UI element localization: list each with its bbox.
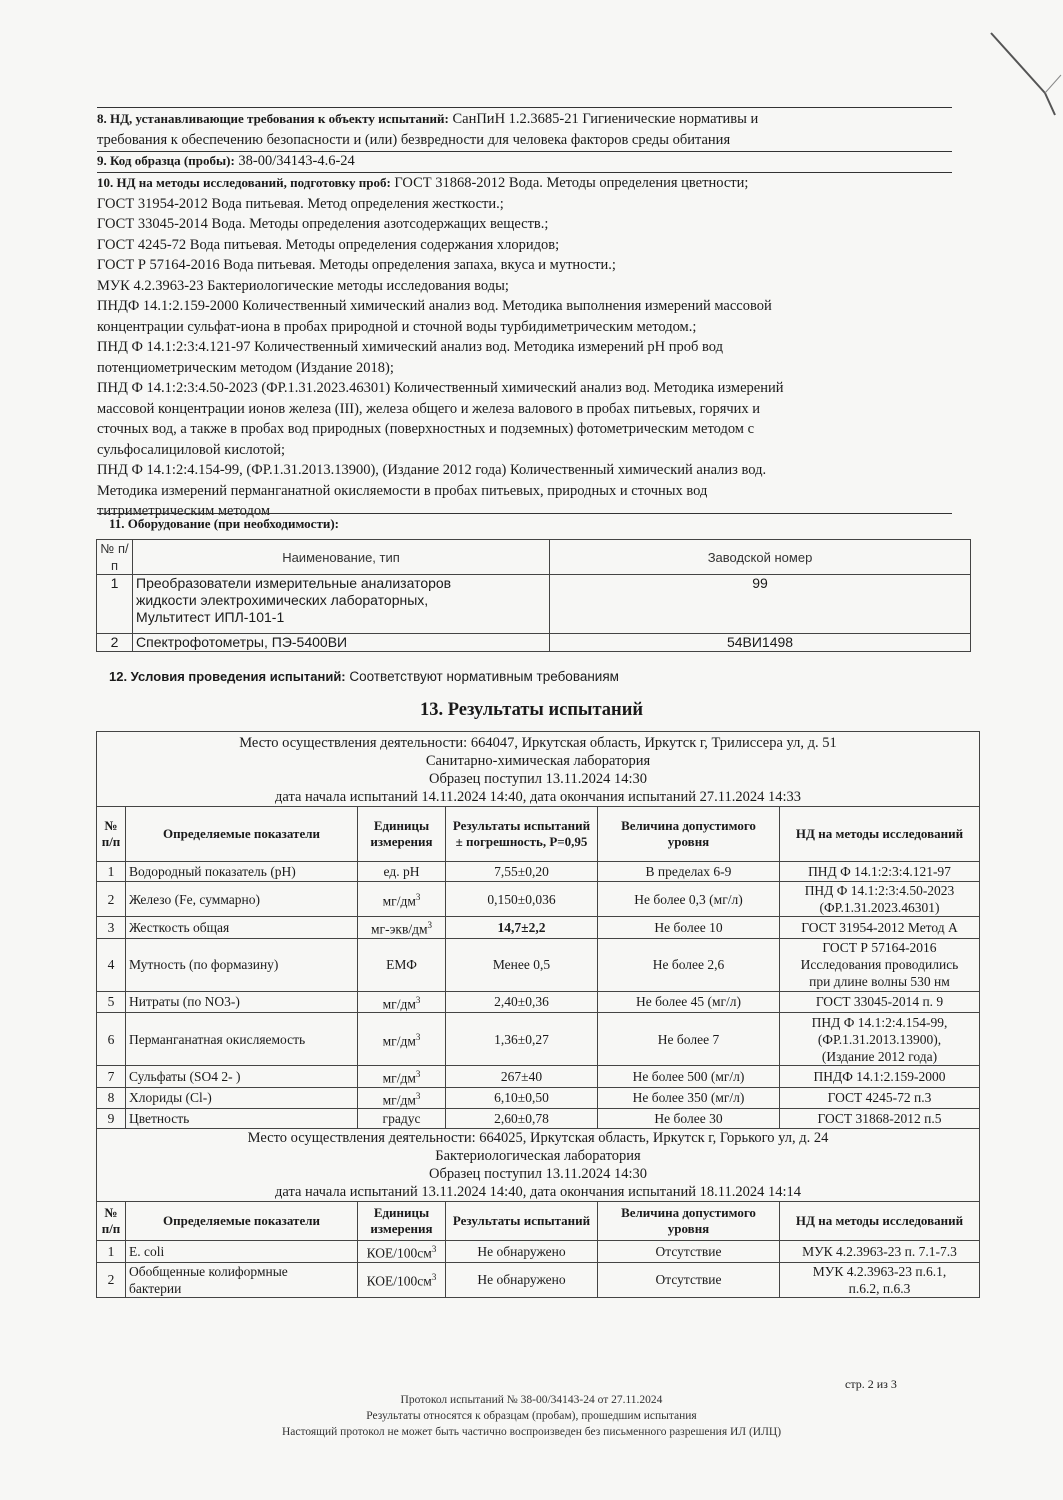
table-row xyxy=(97,882,980,917)
section-8-text-cont: требования к обеспечению безопасности и (или) безвредности для человека факторов среды обитания xyxy=(97,131,731,148)
unit-exponent: 3 xyxy=(415,891,421,902)
table-row xyxy=(97,575,971,634)
method-reference xyxy=(780,938,980,991)
unit xyxy=(358,917,446,939)
section-8-text: СанПиН 1.2.3685-21 Гигиенические нормативы и xyxy=(448,111,759,127)
section-8 xyxy=(97,109,952,150)
method-line: при длине волны 530 нм xyxy=(809,974,950,989)
indicator-name: Жесткость общая xyxy=(126,917,358,939)
unit-text: мг-экв/дм xyxy=(371,921,428,937)
lab-address: Место осуществления деятельности: 664047, Иркутская область, Иркутск г, Трилиссера ул, д. 51 xyxy=(239,735,837,751)
section-10-label: 10. НД на методы исследований, подготовку проб: xyxy=(97,175,391,190)
row-num: 2 xyxy=(97,1262,126,1297)
method-line: Исследования проводились xyxy=(800,957,959,972)
method-line: ПНД Ф 14.1:2:3:4.121-97 xyxy=(808,864,951,879)
section-12-text: Соответствуют нормативным требованиям xyxy=(345,669,619,684)
method-line: ПНД Ф 14.1:2:4.154-99, (ФР.1.31.2013.13900), (Издание 2012 года) Количественный химический анализ вод. xyxy=(97,462,767,478)
allowed-limit: Не более 0,3 (мг/л) xyxy=(598,882,780,917)
result-value: 0,150±0,036 xyxy=(446,882,598,917)
col-header-method: НД на методы исследований xyxy=(780,807,980,862)
equipment-serial: 99 xyxy=(550,575,971,634)
equipment-header-row xyxy=(97,540,971,575)
unit xyxy=(358,862,446,882)
indicator-name xyxy=(126,1262,358,1297)
unit xyxy=(358,991,446,1013)
sample-received: Образец поступил 13.11.2024 14:30 xyxy=(428,1166,648,1182)
allowed-limit: Не более 7 xyxy=(598,1013,780,1066)
result-value: 2,60±0,78 xyxy=(446,1109,598,1129)
method-reference xyxy=(780,862,980,882)
method-line: ГОСТ 4245-72 Вода питьевая. Методы определения содержания хлоридов; xyxy=(97,236,560,253)
sample-received: Образец поступил 13.11.2024 14:30 xyxy=(428,771,648,787)
result-value: Менее 0,5 xyxy=(446,938,598,991)
row-num: 8 xyxy=(97,1087,126,1109)
method-line: ГОСТ Р 57164-2016 xyxy=(822,940,937,955)
unit xyxy=(358,1066,446,1088)
method-reference xyxy=(780,1262,980,1297)
unit xyxy=(358,1262,446,1297)
lab-info-row xyxy=(97,732,980,807)
table-row xyxy=(97,1013,980,1066)
col-header-indicator: Определяемые показатели xyxy=(126,807,358,862)
method-line: Методика измерений перманганатной окисляемости в пробах питьевых, природных и сточных вод xyxy=(97,482,708,499)
unit-text: мг/дм xyxy=(382,1092,416,1107)
unit-exponent: 3 xyxy=(415,994,421,1005)
result-value: Не обнаружено xyxy=(446,1262,598,1297)
equipment-serial: 54ВИ1498 xyxy=(550,634,971,652)
col-header-indicator: Определяемые показатели xyxy=(126,1202,358,1241)
method-line: ПНДФ 14.1:2.159-2000 Количественный химический анализ вод. Методика выполнения измерений массовой xyxy=(97,298,772,314)
section-12 xyxy=(109,667,964,688)
unit-text: мг/дм xyxy=(382,1033,416,1049)
method-line: ПНД Ф 14.1:2:3:4.121-97 Количественный химический анализ вод. Методика измерений pH проб вод xyxy=(97,339,723,355)
section-8-label: 8. НД, устанавливающие требования к объекту испытаний: xyxy=(97,111,449,126)
method-line: ПНД Ф 14.1:2:3:4.50-2023 (ФР.1.31.2023.46301) Количественный химический анализ вод. Методика измерений xyxy=(97,380,784,396)
allowed-limit: Не более 350 (мг/л) xyxy=(598,1087,780,1109)
method-line: ПНДФ 14.1:2.159-2000 xyxy=(813,1068,946,1084)
equipment-name-line: Преобразователи измерительные анализаторов xyxy=(136,575,452,591)
unit-text: КОЕ/100см xyxy=(366,1273,432,1289)
unit xyxy=(358,1109,446,1129)
method-reference xyxy=(780,1087,980,1109)
method-line: ГОСТ 33045-2014 Вода. Методы определения азотсодержащих веществ.; xyxy=(97,216,549,232)
section-11 xyxy=(109,514,964,535)
footer-reproduction-note: Настоящий протокол не может быть частично воспроизведен без письменного разрешения ИЛ (ИЛЦ) xyxy=(281,1426,782,1438)
table-row xyxy=(97,1087,980,1109)
unit xyxy=(358,1013,446,1066)
method-line: ГОСТ 31954-2012 Метод А xyxy=(801,919,958,935)
method-line: ГОСТ 33045-2014 п. 9 xyxy=(815,994,944,1010)
col-header-unit: Единицы измерения xyxy=(358,807,446,862)
lab-info-row xyxy=(97,1129,980,1202)
col-header-result: Результаты испытаний ± погрешность, Р=0,95 xyxy=(446,807,598,862)
row-num: 1 xyxy=(97,1241,126,1263)
result-value: 14,7±2,2 xyxy=(446,917,598,939)
indicator-name: Водородный показатель (pH) xyxy=(126,862,358,882)
col-header-num: № п/п xyxy=(97,1202,126,1241)
method-line: массовой концентрации ионов железа (III), железа общего и железа валового в пробах питьевых, горячих и xyxy=(97,400,761,417)
results-title: 13. Результаты испытаний xyxy=(419,700,644,720)
method-reference xyxy=(780,991,980,1013)
table-row xyxy=(97,1262,980,1297)
unit-text: градус xyxy=(382,1111,421,1126)
lab-address: Место осуществления деятельности: 664025, Иркутская область, Иркутск г, Горького ул, д. 24 xyxy=(247,1130,829,1146)
section-10 xyxy=(97,173,952,522)
result-value: 267±40 xyxy=(446,1066,598,1088)
table-row xyxy=(97,634,971,652)
indicator-name: Цветность xyxy=(126,1109,358,1129)
unit-text: ЕМФ xyxy=(386,957,417,972)
method-line: титриметрическим методом xyxy=(97,503,271,519)
indicator-name: Мутность (по формазину) xyxy=(126,938,358,991)
method-line: потенциометрическим методом (Издание 2018); xyxy=(97,359,394,376)
results-header-row xyxy=(97,1202,980,1241)
method-line: ПНД Ф 14.1:2:4.154-99, xyxy=(811,1014,948,1030)
allowed-limit: Не более 10 xyxy=(598,917,780,939)
col-header-serial: Заводской номер xyxy=(550,540,971,575)
method-line: сульфосалициловой кислотой; xyxy=(97,441,285,458)
row-num: 2 xyxy=(97,882,126,917)
table-row xyxy=(97,917,980,939)
equipment-name xyxy=(133,575,550,634)
table-row xyxy=(97,862,980,882)
allowed-limit: Не более 2,6 xyxy=(598,938,780,991)
block1-rows xyxy=(97,862,980,1129)
equipment-name-line: Мультитест ИПЛ-101-1 xyxy=(136,609,285,625)
unit-exponent: 3 xyxy=(431,1244,437,1254)
col-header-name: Наименование, тип xyxy=(133,540,550,575)
col-header-num: № п/п xyxy=(97,807,126,862)
unit-text: КОЕ/100см xyxy=(366,1245,432,1261)
row-num: 2 xyxy=(97,634,133,652)
unit-exponent: 3 xyxy=(427,920,432,930)
allowed-limit: Отсутствие xyxy=(598,1241,780,1263)
footer-disclaimer: Результаты относятся к образцам (пробам), прошедшим испытания xyxy=(366,1410,697,1422)
row-num: 4 xyxy=(97,938,126,991)
method-line: (ФР.1.31.2013.13900), xyxy=(817,1031,942,1047)
method-line: сточных вод, а также в пробах вод природных (поверхностных и подземных) фотометрическим методом с xyxy=(97,421,755,437)
unit-text: мг/дм xyxy=(382,893,416,909)
method-reference xyxy=(780,917,980,939)
indicator-name: Хлориды (Cl-) xyxy=(126,1087,358,1109)
unit-exponent: 3 xyxy=(431,1272,437,1283)
method-line: концентрации сульфат-иона в пробах природной и сточной воды турбидиметрическим методом.; xyxy=(97,318,697,335)
section-10-first: ГОСТ 31868-2012 Вода. Методы определения цветности; xyxy=(390,175,749,191)
table-row xyxy=(97,938,980,991)
table-row xyxy=(97,1066,980,1088)
block2-rows xyxy=(97,1241,980,1298)
result-value: 2,40±0,36 xyxy=(446,991,598,1013)
unit-exponent: 3 xyxy=(415,1090,421,1101)
unit-exponent: 3 xyxy=(415,1069,421,1079)
col-header-num: № п/п xyxy=(97,540,133,575)
method-line: (Издание 2012 года) xyxy=(821,1048,938,1064)
table-row xyxy=(97,991,980,1013)
allowed-limit: В пределах 6-9 xyxy=(598,862,780,882)
col-header-method: НД на методы исследований xyxy=(780,1202,980,1241)
indicator-name-line: бактерии xyxy=(129,1280,182,1296)
method-reference xyxy=(780,882,980,917)
equipment-name: Спектрофотометры, ПЭ-5400ВИ xyxy=(133,634,550,652)
row-num: 7 xyxy=(97,1066,126,1088)
result-value: 1,36±0,27 xyxy=(446,1013,598,1066)
unit-text: мг/дм xyxy=(382,1070,416,1086)
equipment-table xyxy=(96,539,971,652)
unit-exponent: 3 xyxy=(415,1031,421,1042)
page-corner-fold xyxy=(983,25,1063,135)
row-num: 6 xyxy=(97,1013,126,1066)
lab-info xyxy=(97,1129,980,1202)
unit xyxy=(358,938,446,991)
row-num: 1 xyxy=(97,575,133,634)
unit xyxy=(358,1241,446,1263)
page-number: стр. 2 из 3 xyxy=(845,1377,897,1391)
results-header-row xyxy=(97,807,980,862)
allowed-limit: Отсутствие xyxy=(598,1262,780,1297)
table-row xyxy=(97,1109,980,1129)
result-value: Не обнаружено xyxy=(446,1241,598,1263)
indicator-name-line: E. coli xyxy=(129,1243,165,1259)
footer xyxy=(0,1392,1063,1440)
unit-text: мг/дм xyxy=(382,996,416,1011)
section-9-text: 38-00/34143-4.6-24 xyxy=(234,153,355,169)
method-reference xyxy=(780,1109,980,1129)
lab-name: Бактериологическая лаборатория xyxy=(435,1148,641,1164)
indicator-name-line: Обобщенные колиформные xyxy=(129,1263,288,1279)
indicator-name: Сульфаты (SO4 2- ) xyxy=(126,1066,358,1088)
col-header-limit: Величина допустимого уровня xyxy=(598,1202,780,1241)
table-row xyxy=(97,1241,980,1263)
col-header-unit: Единицы измерения xyxy=(358,1202,446,1241)
lab-name: Санитарно-химическая лаборатория xyxy=(425,753,651,769)
result-value: 6,10±0,50 xyxy=(446,1087,598,1109)
section-9-label: 9. Код образца (пробы): xyxy=(97,153,235,168)
section-12-label: 12. Условия проведения испытаний: xyxy=(109,669,346,684)
method-line: МУК 4.2.3963-23 п. 7.1-7.3 xyxy=(802,1243,957,1259)
method-reference xyxy=(780,1013,980,1066)
method-line: ГОСТ 31868-2012 п.5 xyxy=(817,1111,942,1126)
method-line: ПНД Ф 14.1:2:3:4.50-2023 xyxy=(804,883,955,898)
equipment-name-line: жидкости электрохимических лабораторных, xyxy=(136,592,429,608)
method-line: МУК 4.2.3963-23 п.6.1, xyxy=(812,1263,947,1279)
col-header-limit: Величина допустимого уровня xyxy=(598,807,780,862)
results-table xyxy=(96,731,980,1298)
unit xyxy=(358,1087,446,1109)
test-dates: дата начала испытаний 14.11.2024 14:40, дата окончания испытаний 27.11.2024 14:33 xyxy=(275,789,801,805)
indicator-name xyxy=(126,1241,358,1263)
row-num: 5 xyxy=(97,991,126,1013)
unit-text: ед. pH xyxy=(383,864,420,879)
method-line: МУК 4.2.3963-23 Бактериологические методы исследования воды; xyxy=(97,277,509,294)
indicator-name: Нитраты (по NO3-) xyxy=(126,991,358,1013)
divider xyxy=(97,107,952,108)
test-dates: дата начала испытаний 13.11.2024 14:40, дата окончания испытаний 18.11.2024 14:14 xyxy=(275,1184,801,1200)
lab-info xyxy=(97,732,980,807)
section-11-label: 11. Оборудование (при необходимости): xyxy=(109,516,339,531)
indicator-name: Железо (Fe, суммарно) xyxy=(126,882,358,917)
unit xyxy=(358,882,446,917)
row-num: 3 xyxy=(97,917,126,939)
method-line: п.6.2, п.6.3 xyxy=(848,1280,911,1296)
method-reference xyxy=(780,1066,980,1088)
method-line: ГОСТ 4245-72 п.3 xyxy=(827,1090,932,1106)
indicator-name: Перманганатная окисляемость xyxy=(126,1013,358,1066)
method-reference xyxy=(780,1241,980,1263)
method-line: ГОСТ 31954-2012 Вода питьевая. Метод определения жесткости.; xyxy=(97,195,504,212)
row-num: 9 xyxy=(97,1109,126,1129)
row-num: 1 xyxy=(97,862,126,882)
result-value: 7,55±0,20 xyxy=(446,862,598,882)
allowed-limit: Не более 45 (мг/л) xyxy=(598,991,780,1013)
footer-protocol: Протокол испытаний № 38-00/34143-24 от 27.11.2024 xyxy=(400,1394,663,1406)
allowed-limit: Не более 500 (мг/л) xyxy=(598,1066,780,1088)
section-9 xyxy=(97,151,952,172)
allowed-limit: Не более 30 xyxy=(598,1109,780,1129)
col-header-result: Результаты испытаний xyxy=(446,1202,598,1241)
method-line: ГОСТ Р 57164-2016 Вода питьевая. Методы определения запаха, вкуса и мутности.; xyxy=(97,257,616,273)
method-line: (ФР.1.31.2023.46301) xyxy=(819,900,940,915)
